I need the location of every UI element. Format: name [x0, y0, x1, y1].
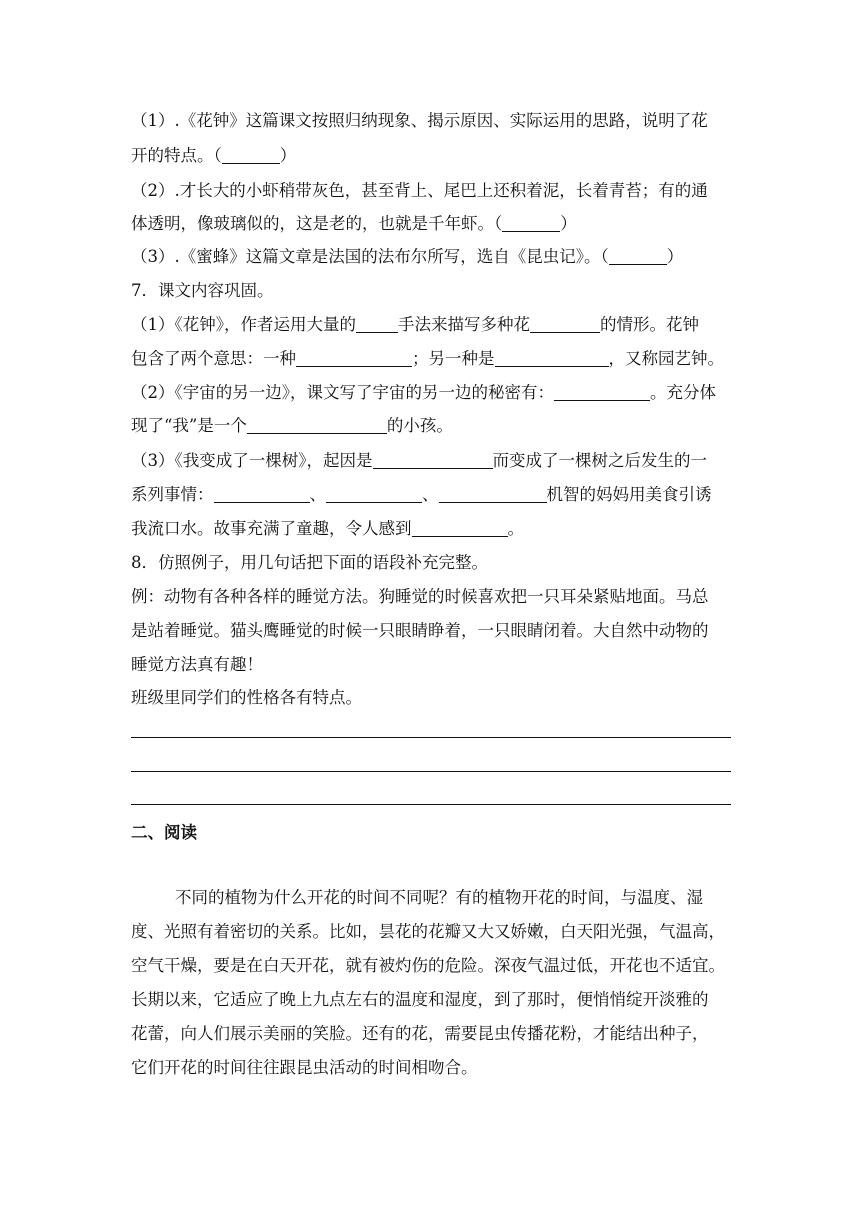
q7-item1-text-a: （1）《花钟》，作者运用大量的 [131, 315, 356, 334]
q6-item2-answer-blank[interactable] [502, 215, 560, 232]
q7-item2-text-b: 。充分体 [650, 383, 716, 402]
q7-item2-blank-2[interactable] [247, 417, 387, 434]
passage-line-3: 空气干燥，要是在白天开花，就有被灼伤的危险。深夜气温过低，开花也不适宜。 [131, 956, 725, 975]
q6-item1-text: 开的特点。（ [131, 146, 222, 165]
q6-item2-text: 体透明，像玻璃似的，这是老的，也就是千年虾。（ [131, 214, 503, 233]
q6-item3-text: （3）.《蜜蜂》这篇文章是法国的法布尔所写，选自《昆虫记》。（ [131, 247, 609, 266]
q7-item1-line2 [131, 348, 731, 370]
q6-item3-close: ） [666, 247, 684, 266]
q6-item2-line2 [131, 213, 731, 235]
passage-line-2: 度、光照有着密切的关系。比如，昙花的花瓣又大又娇嫩，白天阳光强，气温高， [131, 922, 725, 941]
q7-item1-text-b: 手法来描写多种花 [398, 315, 530, 334]
q7-item3-blank-3[interactable] [326, 486, 422, 503]
passage-line-5: 花蕾，向人们展示美丽的笑脸。还有的花，需要昆虫传播花粉，才能结出种子， [131, 1024, 709, 1043]
passage-line-4: 长期以来，它适应了晚上九点左右的温度和湿度，到了那时，便悄悄绽开淡雅的 [131, 990, 709, 1009]
q8-example-line1: 例：动物有各种各样的睡觉方法。狗睡觉的时候喜欢把一只耳朵紧贴地面。马总 [131, 587, 709, 606]
q8-example-line3: 睡觉方法真有趣！ [131, 655, 263, 674]
q7-item3-text-c: 系列事情： [131, 485, 214, 504]
q8-prompt: 班级里同学们的性格各有特点。 [131, 688, 362, 707]
q7-item3-text-d: 、 [309, 485, 326, 504]
q6-item1-answer-blank[interactable] [222, 147, 280, 164]
section-heading-reading: 二、阅读 [131, 823, 197, 842]
q7-item3-text-g: 我流口水。故事充满了童趣，令人感到 [131, 519, 412, 538]
answer-line-3[interactable] [131, 804, 731, 805]
q7-item1-text-e: ；另一种是 [412, 349, 495, 368]
q7-item1-text-d: 包含了两个意思：一种 [131, 349, 296, 368]
q8-example-line2: 是站着睡觉。猫头鹰睡觉的时候一只眼睛睁着，一只眼睛闭着。大自然中动物的 [131, 621, 709, 640]
q7-title: 7．课文内容巩固。 [131, 281, 274, 300]
q8-title: 8．仿照例子，用几句话把下面的语段补充完整。 [131, 553, 488, 572]
q7-item2-blank-1[interactable] [554, 384, 650, 401]
q7-item3-text-f: 机智的妈妈用美食引诱 [546, 485, 712, 504]
answer-line-2[interactable] [131, 771, 731, 772]
q6-item3-answer-blank[interactable] [609, 248, 667, 265]
q7-item2-text-c: 现了“我”是一个 [131, 416, 247, 435]
q7-item3-line1 [131, 450, 731, 472]
q7-item3-text-b: 而变成了一棵树之后发生的一 [492, 451, 707, 470]
q6-item1-close: ） [279, 146, 297, 165]
q7-item2-line1 [131, 382, 731, 404]
answer-line-1[interactable] [131, 737, 731, 738]
q7-item1-blank-4[interactable] [495, 350, 609, 367]
q7-item1-blank-2[interactable] [530, 316, 600, 333]
q6-item2-close: ） [560, 214, 577, 233]
q7-item3-blank-5[interactable] [412, 520, 508, 537]
q7-item1-text-f: ，又称园艺钟。 [608, 349, 724, 368]
q7-item3-line3 [131, 518, 731, 540]
q6-item2-line1: （2）.才长大的小虾稍带灰色，甚至背上、尾巴上还积着泥，长着青苔；有的通 [131, 181, 708, 200]
q7-item3-text-a: （3）《我变成了一棵树》，起因是 [131, 451, 373, 470]
passage-line-1: 不同的植物为什么开花的时间不同呢？有的植物开花的时间，与温度、湿 [175, 888, 703, 907]
q7-item3-blank-1[interactable] [373, 452, 493, 469]
q7-item3-text-h: 。 [507, 519, 524, 538]
q7-item1-blank-3[interactable] [296, 350, 412, 367]
passage-line-6: 它们开花的时间往往跟昆虫活动的时间相吻合。 [131, 1058, 478, 1077]
q7-item2-text-a: （2）《宇宙的另一边》，课文写了宇宙的另一边的秘密有： [131, 383, 554, 402]
q7-item3-blank-2[interactable] [214, 486, 310, 503]
q7-item1-text-c: 的情形。花钟 [600, 315, 699, 334]
q7-item3-blank-4[interactable] [439, 486, 547, 503]
q6-item3-line1 [131, 246, 731, 268]
q7-item3-text-e: 、 [422, 485, 439, 504]
q7-item1-blank-1[interactable] [356, 316, 398, 333]
q7-item1-line1 [131, 314, 731, 336]
q6-item1-line2 [131, 145, 731, 167]
q7-item2-text-d: 的小孩。 [386, 416, 453, 435]
q7-item2-line2 [131, 415, 731, 437]
q6-item1-line1: （1）.《花钟》这篇课文按照归纳现象、揭示原因、实际运用的思路，说明了花 [131, 111, 708, 130]
q7-item3-line2 [131, 484, 731, 506]
